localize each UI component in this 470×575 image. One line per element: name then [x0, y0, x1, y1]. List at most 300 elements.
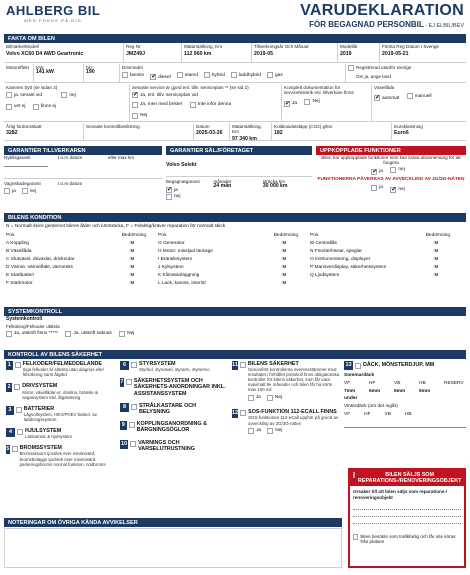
sakerhet-item-options	[248, 395, 340, 404]
sakerhet-item-title: BATTERIER	[23, 405, 55, 412]
kondition-row	[310, 273, 460, 279]
upp1-ja-checkbox[interactable]	[371, 169, 377, 175]
fuel-option	[267, 72, 283, 78]
fakta-row4-label: Koldioxidutsläpp (CO2) g/km	[274, 124, 333, 129]
kondition-row	[158, 249, 308, 255]
sakerhet-item-desc: Bromsskivors tjocklek över minimivärd, bromsbeläggs tjocklek över minimivärd, parkeringsbroms normal funktion, nödbroms	[19, 451, 106, 467]
sakerhet-option-checkbox[interactable]	[267, 428, 273, 434]
noteringar-header: NOTERINGAR OM ÖVRIGA KÄNDA AVVIKELSER	[4, 518, 342, 527]
fakta-cell	[380, 43, 466, 63]
sakerhet-item-checkbox[interactable]	[126, 379, 132, 385]
reparation-box	[348, 468, 466, 568]
sakerhet-item-desc: SOS-funktionen 112-eCall upphör på grund av avveckling av 2G/3G-näten	[248, 415, 339, 426]
kondition-row	[310, 265, 460, 271]
upp2-opt-ja: ja	[379, 185, 383, 191]
fuel-label: hybrid	[211, 72, 225, 78]
sommar-col-label: RESERV	[444, 380, 464, 386]
kondition-grade: N	[130, 281, 134, 287]
sakerhet-item-text	[23, 361, 116, 377]
salj-name: Volvo Selekt	[166, 162, 197, 168]
sakerhet-item-checkbox[interactable]	[131, 404, 137, 410]
sakerhet-item-checkbox[interactable]	[14, 384, 20, 390]
fakta-row4	[4, 123, 466, 141]
upp1-opt-ja: ja	[379, 168, 383, 174]
beg-ja-checkbox[interactable]	[166, 187, 172, 193]
sommar-col-label: VF	[344, 380, 351, 386]
sakerhet-item-checkbox[interactable]	[17, 429, 23, 435]
kondition-row	[6, 241, 156, 247]
beg-label: Begagnatgaranti	[166, 179, 200, 184]
sakerhet-item-checkbox[interactable]	[131, 362, 137, 368]
kondition-header: BILENS KONDITION	[4, 213, 466, 222]
sommar-col-label: VB	[394, 380, 401, 386]
nybil-tdatum-label: t.o.m datum	[58, 155, 83, 160]
sommar-col-label: HB	[419, 380, 426, 386]
kamrem-opt-nej: nej	[69, 92, 76, 98]
fuel-checkbox[interactable]	[150, 74, 156, 80]
fakta-cell-value: Volvo XC60 D4 AWD Geartronic	[6, 51, 84, 58]
sakerhet-item-text	[25, 428, 72, 439]
system-title: Systemkontroll	[6, 316, 43, 322]
fakta-row4-value: Euro6	[394, 130, 409, 137]
sakerhet-option-checkbox[interactable]	[248, 428, 254, 434]
kondition-bed-header: Bedömning	[273, 233, 298, 238]
fuel-options	[122, 72, 343, 81]
sakerhet-item-title: HJULSYSTEM	[25, 427, 62, 434]
kondition-grade: N	[434, 249, 438, 255]
fuel-option	[122, 72, 144, 78]
item13-checkbox[interactable]	[355, 363, 361, 369]
kondition-bed-header: Bedömning	[121, 233, 146, 238]
fakta-row4-cell	[272, 123, 392, 141]
upp2-ja-checkbox[interactable]	[371, 185, 377, 191]
kw-value: 141 kW	[36, 69, 54, 76]
fakta-row4-cell	[84, 123, 194, 141]
sakerhet-option-label: Ja	[256, 427, 262, 433]
sakerhet-item-options	[248, 428, 340, 437]
sommar-col-label: HF	[369, 380, 376, 386]
sakerhet-item-checkbox[interactable]	[240, 362, 246, 368]
system-opt2-checkbox[interactable]	[119, 331, 125, 337]
sakerhet-col2	[120, 361, 228, 458]
vaxel-automat-checkbox[interactable]	[374, 95, 380, 101]
vagn-ja-checkbox[interactable]	[4, 188, 10, 194]
system-opt0-checkbox[interactable]	[6, 331, 12, 337]
garanti-till-body: Nybilsgaranti t.o.m datum eller max km Vagnskadegaranti ja nej t.o.m datum	[4, 155, 162, 207]
upphandlade-header: UPPKOPPLADE FUNKTIONER	[316, 146, 466, 155]
kondition-row	[310, 257, 460, 263]
kondition-pos: J Kylsystem	[158, 265, 184, 271]
fakta-cell	[124, 43, 182, 63]
fakta-row4-label: Årlig fordonsskatt	[6, 124, 42, 129]
fakta-row4-label: Mätarställning, Km	[232, 124, 262, 135]
servicebok-nej-checkbox[interactable]	[304, 99, 310, 105]
kamrem-finnsej-checkbox[interactable]	[33, 104, 39, 110]
vaxel-opt-automat: automat	[382, 95, 400, 101]
sakerhet-item	[120, 378, 228, 397]
sakerhet-item	[120, 421, 228, 433]
service-label: Senaste service är gjord enl. tillv. serviceplan ** (se sid 2)	[132, 85, 249, 90]
kondition-grade: N	[434, 265, 438, 271]
servicebok-opt-ja: Ja	[292, 100, 298, 106]
sakerhet-item	[120, 440, 228, 452]
reparation-header: BILEN SÄLJS SOM REPARATIONS-/RENOVERINGSOBJEKT	[350, 470, 464, 486]
fuel-option	[231, 72, 261, 78]
sommar-col-value	[444, 389, 466, 395]
kondition-pos: A Koppling	[6, 241, 29, 247]
kamrem-nej-checkbox[interactable]	[61, 92, 67, 98]
kondition-pos: F Startmotor	[6, 281, 33, 287]
noteringar-area[interactable]	[4, 528, 342, 568]
sakerhet-item-text	[139, 361, 210, 372]
upp2-nej-checkbox[interactable]	[390, 187, 396, 193]
service-nej-checkbox[interactable]	[132, 113, 138, 119]
fakta-row1	[4, 43, 466, 63]
kondition-row	[158, 273, 308, 279]
beg-nej-checkbox[interactable]	[166, 194, 172, 200]
fuel-label: laddhybrid	[238, 72, 261, 78]
kondition-pos-header: Pos	[158, 233, 167, 238]
sakerhet-item	[6, 428, 116, 439]
kondition-pos: C Slutväxel, drivaxlar, drivknutar	[6, 257, 75, 263]
service-opt-0: Ja, enl. tillv. serviceplan vid	[140, 92, 198, 98]
vagn-tdatum-label: t.o.m datum	[58, 181, 83, 186]
sakerhet-item	[232, 361, 340, 403]
fuel-checkbox[interactable]	[177, 72, 183, 78]
kondition-pos: N Fönsterhissar, speglar	[310, 249, 362, 255]
drivmedel-label: Drivmedel	[122, 65, 143, 70]
fakta-row4-cell	[392, 123, 466, 141]
kamrem-label: Kamrem bytt (se sidan 2)	[6, 85, 58, 90]
sommar-col-value: 5mm	[419, 389, 431, 395]
dack-under: under	[344, 395, 358, 401]
sakerhet-item-checkbox[interactable]	[130, 441, 136, 447]
fakta-row4-label: Senaste kontrollbesiktning	[86, 124, 140, 129]
kondition-pos: M Centrallås	[310, 241, 337, 247]
nybil-eller-label: eller max km	[108, 155, 135, 160]
sakerhet-item-number: 1	[7, 362, 11, 368]
system-header: SYSTEMKONTROLL	[4, 307, 466, 316]
fuel-option	[150, 74, 171, 80]
sakerhet-item-text	[20, 445, 116, 466]
servicebok-label: Komplett dokumentation för servicehistorik enl. tillverkare finns	[284, 85, 354, 96]
kondition-row	[158, 281, 308, 287]
vinter-col-label: HF	[364, 411, 371, 417]
kondition-row	[6, 257, 156, 263]
fakta-header: FAKTA OM BILEN	[4, 34, 466, 43]
sakerhet-item-title: BILENS SÄKERHET	[247, 361, 299, 367]
fakta-row4-cell	[230, 123, 272, 141]
kondition-pos-header: Pos	[310, 233, 319, 238]
doc-title-block	[300, 2, 464, 30]
fakta-cell-value: 2019-05-21	[382, 51, 409, 58]
sakerhet-item-title: KOPPLINGSANORDNING & BÄRGNINGSÖGLOR	[136, 421, 207, 434]
system-opt1-checkbox[interactable]	[65, 331, 71, 337]
fakta-row4-cell	[4, 123, 84, 141]
sakerhet-item	[6, 445, 116, 466]
sakerhet-item	[6, 406, 116, 422]
kondition-row	[158, 265, 308, 271]
kondition-pos: K Klimatanläggning	[158, 273, 200, 279]
fakta-cell	[252, 43, 338, 63]
fakta-cell-label: Mätarställning, Km	[184, 44, 223, 49]
kondition-row	[310, 249, 460, 255]
sakerhet-option-checkbox[interactable]	[248, 395, 254, 401]
sakerhet-col1	[6, 361, 116, 473]
upphandlade-body	[316, 155, 466, 207]
sakerhet-item-desc: Länkarmar & hjulsystem	[25, 434, 73, 440]
kondition-pos: O Instrumentering, displayer	[310, 257, 371, 263]
sakerhet-item-desc: Lågvoltsystem, HEV/PHEV batteri, av laddningssystem	[23, 411, 97, 422]
system-opt2: Nej	[127, 331, 135, 337]
kondition-pos: Q Ljudsystem	[310, 273, 340, 279]
sommar-col-value: 7mm	[344, 389, 356, 395]
reparation-line1: Orsaker till att bilen säljs som reparations-/ renoveringsobjekt	[353, 489, 448, 500]
kondition-pos: P Manöverdisplay, säkerhetssystem	[310, 265, 387, 271]
sakerhet-item-title: FELKODER/FELMEDDELANDE	[22, 361, 103, 367]
servicebok-ja-checkbox[interactable]	[284, 101, 290, 107]
kondition-grade: N	[130, 265, 134, 271]
fuel-checkbox[interactable]	[231, 72, 237, 78]
kondition-grade: N	[434, 273, 438, 279]
manader-label: månader	[213, 179, 232, 184]
fuel-checkbox[interactable]	[122, 72, 128, 78]
sakerhet-item-title: VARNINGS OCH VARSELUTRUSTNING	[138, 439, 195, 452]
sakerhet-option-label: Ja	[255, 394, 261, 400]
system-sub: Felkoking/Felkoder utlästa	[6, 323, 60, 329]
kamrem-opt-finnsej: finns ej	[40, 104, 57, 110]
manader-value: 24 mån	[213, 183, 232, 190]
sakerhet-item	[120, 403, 228, 415]
hk-value: 190	[86, 69, 95, 76]
sakerhet-item-title: BROMSSYSTEM	[19, 445, 62, 452]
fakta-cell-value: 2019	[340, 51, 352, 58]
sakerhet-item-title: SOS-FUNKTION 112-ECALL FINNS	[248, 409, 337, 416]
sakerhet-item	[6, 383, 116, 399]
kondition-grade: N	[130, 241, 134, 247]
kamrem-opt-ja: ja, senast vid	[14, 92, 42, 98]
kondition-grade: N	[130, 249, 134, 255]
kondition-column	[158, 233, 308, 287]
sakerhet-item-number: 2	[7, 384, 11, 391]
sakerhet-option	[267, 395, 282, 401]
fakta-row4-label: Euroklassning	[394, 124, 423, 129]
upp1-opt-nej: nej	[398, 166, 405, 172]
fakta-cell-label: Tillverkningsår Och Månad	[254, 44, 309, 49]
sommar-label: Sommardäck	[344, 373, 375, 378]
sakerhet-item	[120, 361, 228, 372]
kamrem-vetej-checkbox[interactable]	[6, 104, 12, 110]
sakerhet-item-number: 5	[6, 446, 10, 453]
kondition-bed-header: Bedömning	[425, 233, 450, 238]
sommar-values	[344, 389, 466, 395]
kondition-row	[310, 241, 460, 247]
sakerhet-item-text	[134, 378, 228, 397]
service-opt-3: Nej	[140, 113, 148, 119]
kondition-grade: N	[282, 257, 286, 263]
vinter-col-label: VB	[384, 411, 391, 417]
kondition-column	[6, 233, 156, 287]
fakta-cell-label: Första Reg Datum I Sverige	[382, 44, 439, 49]
service-enl-checkbox[interactable]	[132, 92, 138, 98]
sakerhet-item-text	[248, 361, 340, 403]
kondition-pos: I Bränslesystem	[158, 257, 193, 263]
kamrem-ja-checkbox[interactable]	[6, 92, 12, 98]
stracka-label: sträcka km	[262, 179, 285, 184]
fakta-cell	[4, 43, 124, 63]
registered-abroad-checkbox[interactable]	[348, 65, 354, 71]
garanti-till-header: GARANTIER TILLVERKAREN	[4, 146, 162, 155]
kondition-grade: N	[282, 273, 286, 279]
kondition-pos: E Startbatteri	[6, 273, 34, 279]
logo	[6, 4, 100, 24]
item13-number: 13	[345, 362, 352, 368]
sakerhet-item-title: SÄKERHETSSYSTEM OCH SÄKERHETS-ANORDNINGAR INKL. ASSISTANSSYSTEM	[133, 378, 226, 397]
registered-abroad-label: Registrerad utanför sverige	[356, 65, 412, 71]
kondition-grade: N	[434, 257, 438, 263]
fuel-checkbox[interactable]	[204, 72, 210, 78]
upp1-nej-checkbox[interactable]	[390, 167, 396, 173]
fuel-label: etanol	[184, 72, 198, 78]
logo-text: AHLBERG BIL	[6, 3, 101, 18]
sakerhet-item-checkbox[interactable]	[12, 446, 18, 452]
sakerhet-item-text	[248, 409, 340, 436]
sakerhet-item-number: 6	[120, 361, 129, 370]
garanti-salj-body	[166, 155, 312, 207]
sakerhet-item-number: 4	[6, 428, 15, 437]
doc-subnote: - EJ ELBIL/BEV	[425, 23, 464, 30]
upp-text2: FUNKTIONERNA PÅVERKAS AV AVVECKLING AV 2G/3G-NÄTEN	[317, 177, 465, 183]
vaxel-opt-manuell: manuell	[414, 93, 432, 99]
kondition-column	[310, 233, 460, 279]
kondition-col-header	[158, 233, 308, 239]
sakerhet-item-text	[22, 383, 116, 399]
vagn-nej-checkbox[interactable]	[22, 188, 28, 194]
sakerhet-item-number: 9	[121, 422, 125, 429]
kondition-pos: G Generator	[158, 241, 185, 247]
fakta-cell-value: 2019-05	[254, 51, 274, 58]
sommar-columns	[344, 381, 466, 387]
reparation-checkbox[interactable]	[353, 472, 355, 478]
sakerhet-item-text	[139, 403, 228, 415]
fakta-cell	[182, 43, 252, 63]
sakerhet-col3	[232, 361, 340, 442]
kondition-grade: N	[282, 281, 286, 287]
nybil-label: Nybilsgaranti	[4, 155, 31, 160]
kondition-legend: N = Normalt skick gentemot bilens ålder och körsträcka, F = Felaktig/kräver reparation för normalt skick	[6, 224, 226, 229]
fuel-label: diesel	[158, 74, 171, 80]
sakerhet-item-number: 3	[6, 406, 14, 415]
kondition-grade: N	[434, 241, 438, 247]
kondition-row	[158, 257, 308, 263]
upp-text1: Bilen har uppkopplade funktioner som kan kräva abonnemang för att fungera	[321, 155, 461, 166]
sakerhet-item-number: 7	[120, 379, 124, 386]
vinter-label: Vinterdäck (om det ingår)	[344, 404, 398, 410]
kondition-grade: N	[282, 249, 286, 255]
sakerhet-item	[232, 409, 340, 436]
sommar-col-value: 5mm	[394, 389, 406, 395]
service-opt-2: Inte inför denna	[197, 102, 232, 108]
sakerhet-option-checkbox[interactable]	[267, 395, 273, 401]
sakerhet-item-text	[24, 406, 116, 422]
fakta-row4-cell	[194, 123, 230, 141]
system-body	[6, 317, 140, 340]
trafikfarlig-checkbox[interactable]	[353, 534, 358, 540]
item13-title: DÄCK, MÖNSTERDJUP, MM	[363, 362, 435, 369]
fakta-cell-value: JMZ49J	[126, 51, 146, 58]
sakerhet-item-checkbox[interactable]	[129, 422, 135, 428]
vaxel-manuell-checkbox[interactable]	[407, 93, 413, 99]
fakta-row4-value: 182	[274, 130, 283, 137]
sakerhet-item-text	[138, 440, 228, 452]
kondition-grade: N	[282, 265, 286, 271]
sakerhet-option-label: Nej	[275, 427, 283, 433]
sakerhet-item-desc: Genomfört kontrollerna överensstämmer med resultatet i förhållet protokoll finns obligatoriska kontroller för bilens säkerhet, som får vara maximalt 9e månader och bilen får ha körts max 100 mil	[247, 367, 340, 393]
reparation-line2: Bilen besökte som trafikfarlig och får inte köras från platsen	[360, 533, 456, 545]
sakerhet-item-title: DRIVSYSTEM	[22, 383, 58, 390]
fuel-label: gas	[274, 72, 283, 78]
sakerhet-item-number: 12	[232, 410, 239, 417]
kondition-grade: N	[130, 273, 134, 279]
sakerhet-col4	[344, 361, 466, 428]
fakta-row4-label: Datum	[196, 124, 210, 129]
vinter-col-label: HB	[404, 411, 412, 417]
fakta-cell-label: Reg Nr	[126, 44, 141, 49]
sakerhet-item-checkbox[interactable]	[15, 362, 21, 368]
kondition-pos: L Lack, kaross, interiör	[158, 281, 207, 287]
sakerhet-item-desc: Motor, växellåda/-or, drivlina, bränsle & avgassystem inkl. åtgärdering	[22, 389, 98, 400]
fuel-label: bensin	[130, 72, 145, 78]
sakerhet-item-desc: Inga felkoder är släckta utan diagnos eller felsökning samt åtgärd	[22, 367, 104, 378]
sakerhet-item-title: STRÅLKASTARE OCH BELYSNING	[138, 402, 197, 416]
kondition-col-header	[6, 233, 156, 239]
fakta-row4-value: 97 340 km	[232, 135, 257, 142]
sakerhet-item-title: STYRSYSTEM	[139, 361, 176, 367]
fakta-cell-value: 112 960 km	[184, 51, 212, 58]
beg-opt-nej: nej	[174, 194, 181, 200]
service-brister-checkbox[interactable]	[132, 102, 138, 108]
beg-opt-ja: ja	[174, 187, 178, 193]
fakta-cell	[338, 43, 380, 63]
doc-title: VARUDEKLARATION	[300, 2, 464, 19]
sakerhet-item-desc: Styrled, styrväxel, styrarm, styrservo	[139, 367, 210, 373]
motor-label: Motoreffekt	[6, 65, 29, 70]
sakerhet-option	[248, 395, 261, 401]
fuel-checkbox[interactable]	[267, 72, 273, 78]
vagn-label: Vagnskadegaranti	[4, 181, 41, 186]
system-opt1: Ja, utskrift saknas	[73, 331, 112, 337]
service-inte-checkbox[interactable]	[190, 102, 196, 108]
kamrem-opt-vetej: vet ej	[14, 104, 26, 110]
kondition-row	[6, 265, 156, 271]
kondition-row	[6, 281, 156, 287]
system-opt0: Ja, utskrift finns *****	[14, 331, 58, 337]
service-opt-1: Ja, men med brister	[140, 102, 183, 108]
fuel-option	[204, 72, 225, 78]
servicebok-opt-nej: Nej	[312, 98, 320, 104]
sakerhet-item-checkbox[interactable]	[240, 410, 246, 416]
sakerhet-item	[6, 361, 116, 377]
sakerhet-item-checkbox[interactable]	[16, 407, 22, 413]
fakta-cell-label: Modellår	[340, 44, 358, 49]
stracka-value: 30 000 km	[262, 183, 288, 190]
kondition-row	[6, 249, 156, 255]
kondition-col-header	[310, 233, 460, 239]
vinter-columns	[344, 412, 466, 418]
sakerhet-item-number: 8	[120, 403, 129, 412]
fakta-row4-value: 3282	[6, 130, 18, 137]
fakta-row3	[4, 84, 466, 122]
